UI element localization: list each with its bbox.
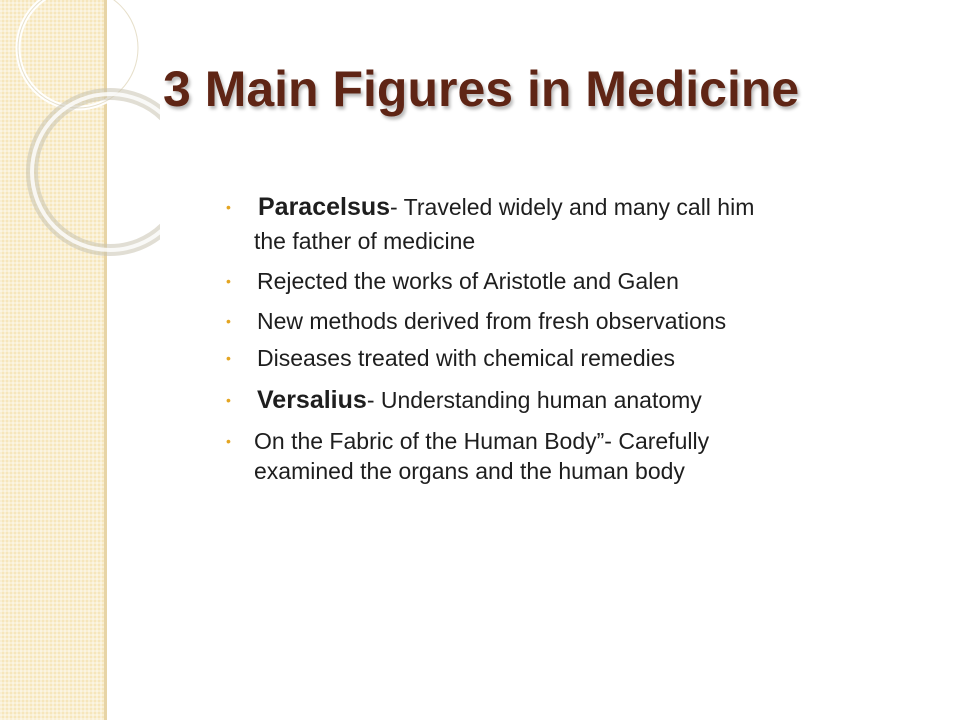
bullet-text: On the Fabric of the Human Body”- Carefully bbox=[254, 428, 710, 454]
bullet-text: Diseases treated with chemical remedies bbox=[257, 345, 676, 371]
bullet-icon: • bbox=[226, 392, 231, 408]
bullet-text bbox=[258, 193, 754, 222]
slide-title: 3 Main Figures in Medicine bbox=[163, 61, 800, 117]
bullet-detail: - Understanding human anatomy bbox=[366, 387, 702, 413]
bullet-icon: • bbox=[226, 350, 231, 366]
bullet-text bbox=[257, 386, 702, 415]
bullet-icon: • bbox=[226, 313, 231, 329]
bullet-continuation: the father of medicine bbox=[254, 228, 476, 254]
bullet-text: Rejected the works of Aristotle and Galen bbox=[257, 268, 679, 294]
bullet-icon: • bbox=[226, 433, 231, 449]
decorative-circles bbox=[0, 0, 160, 260]
bullet-text: New methods derived from fresh observations bbox=[257, 308, 727, 334]
bullet-continuation: examined the organs and the human body bbox=[254, 458, 685, 484]
figure-name: Paracelsus bbox=[258, 193, 391, 221]
bullet-icon: • bbox=[226, 199, 231, 215]
bullet-detail: - Traveled widely and many call him bbox=[390, 194, 755, 220]
figure-name: Versalius bbox=[257, 386, 367, 414]
bullet-icon: • bbox=[226, 273, 231, 289]
